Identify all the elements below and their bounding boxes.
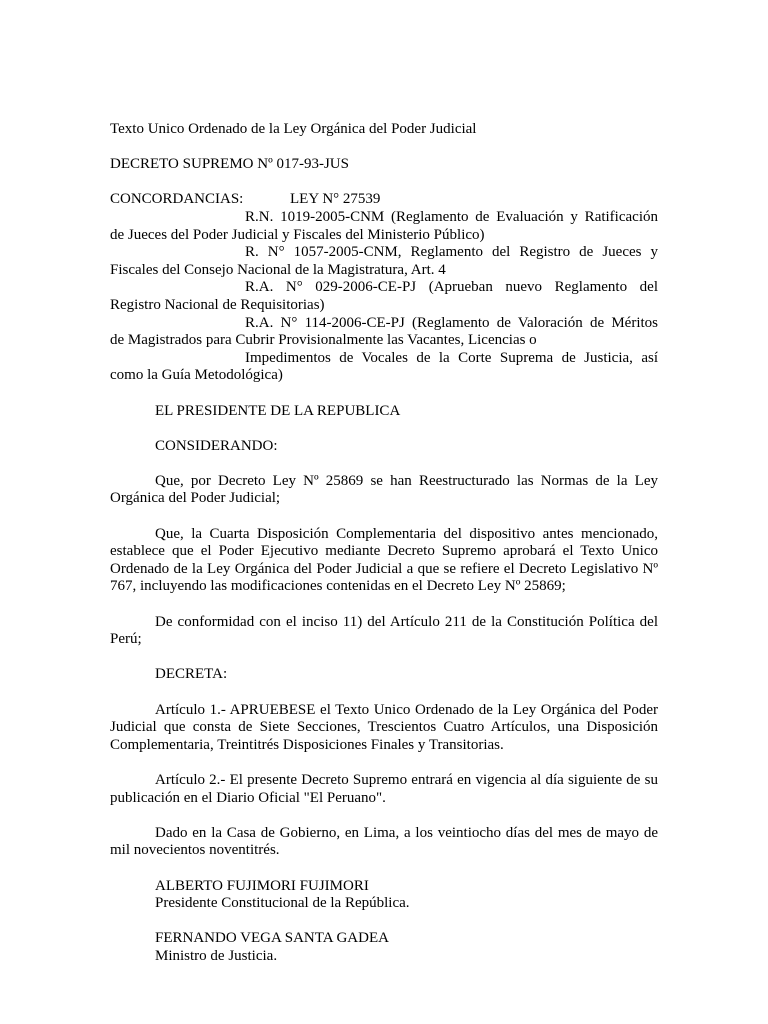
spacer bbox=[110, 385, 658, 403]
document-page bbox=[110, 121, 658, 966]
decree-number: DECRETO SUPREMO Nº 017-93-JUS bbox=[110, 156, 349, 173]
spacer bbox=[110, 649, 658, 667]
concordancia-first-line: R.A. N° 114-2006-CE-PJ (Reglamento de Valoración de Méritos bbox=[245, 314, 658, 331]
concordancias-block bbox=[110, 191, 658, 385]
signatory-name: FERNANDO VEGA SANTA GADEA bbox=[155, 930, 389, 947]
spacer bbox=[110, 684, 658, 702]
spacer bbox=[110, 420, 658, 438]
signatory bbox=[110, 878, 658, 913]
concordancia-first-line: R.A. N° 029-2006-CE-PJ (Aprueban nuevo Reglamento del bbox=[245, 279, 658, 296]
signatory bbox=[110, 930, 658, 965]
spacer bbox=[110, 860, 658, 878]
concordancias-label: CONCORDANCIAS: bbox=[110, 191, 244, 208]
concordancia-item bbox=[110, 315, 658, 350]
considerando-heading: CONSIDERANDO: bbox=[155, 437, 278, 454]
concordancia-first-line: Impedimentos de Vocales de la Corte Suprema de Justicia, así bbox=[245, 349, 658, 366]
concordancia-first-line: R. N° 1057-2005-CNM, Reglamento del Registro de Jueces y bbox=[245, 244, 658, 261]
dado-paragraph: Dado en la Casa de Gobierno, en Lima, a los veintiocho días del mes de mayo de mil novecientos noventitrés. bbox=[110, 824, 658, 859]
articulo-2: Artículo 2.- El presente Decreto Supremo entrará en vigencia al día siguiente de su publicación en el Diario Oficial "El Peruano". bbox=[110, 771, 658, 806]
considerando-paragraph-1: Que, por Decreto Ley Nº 25869 se han Reestructurado las Normas de la Ley Orgánica del Poder Judicial; bbox=[110, 472, 658, 507]
articulo-1: Artículo 1.- APRUEBESE el Texto Unico Ordenado de la Ley Orgánica del Poder Judicial que consta de Siete Secciones, Trescientos Cuatro Artículos, una Disposición Complementaria, Treintitrés Disposiciones Finales y Transitorias. bbox=[110, 701, 658, 753]
concordancia-rest: de Jueces del Poder Judicial y Fiscales del Ministerio Público) bbox=[110, 226, 485, 243]
concordancia-item bbox=[110, 209, 658, 244]
spacer bbox=[110, 596, 658, 614]
decreta-heading: DECRETA: bbox=[155, 666, 228, 683]
concordancia-rest: como la Guía Metodológica) bbox=[110, 367, 283, 384]
spacer bbox=[110, 139, 658, 157]
presidente-heading: EL PRESIDENTE DE LA REPUBLICA bbox=[155, 402, 401, 419]
signatory-name: ALBERTO FUJIMORI FUJIMORI bbox=[155, 877, 369, 894]
concordancia-rest: de Magistrados para Cubrir Provisionalmente las Vacantes, Licencias o bbox=[110, 332, 537, 349]
concordancias-first: LEY N° 27539 bbox=[290, 191, 381, 208]
signatory-title: Presidente Constitucional de la República. bbox=[155, 895, 410, 912]
spacer bbox=[110, 174, 658, 192]
concordancia-first-line: R.N. 1019-2005-CNM (Reglamento de Evaluación y Ratificación bbox=[245, 208, 658, 225]
concordancia-item bbox=[110, 279, 658, 314]
spacer bbox=[110, 807, 658, 825]
concordancia-item bbox=[110, 350, 658, 385]
concordancia-rest: Registro Nacional de Requisitorias) bbox=[110, 296, 325, 313]
document-title: Texto Unico Ordenado de la Ley Orgánica del Poder Judicial bbox=[110, 121, 477, 137]
considerando-paragraph-3: De conformidad con el inciso 11) del Artículo 211 de la Constitución Política del Perú; bbox=[110, 613, 658, 648]
signatory-title: Ministro de Justicia. bbox=[155, 947, 278, 964]
spacer bbox=[110, 455, 658, 473]
spacer bbox=[110, 754, 658, 772]
concordancias-header bbox=[110, 191, 658, 209]
spacer bbox=[110, 913, 658, 931]
concordancia-rest: Fiscales del Consejo Nacional de la Magistratura, Art. 4 bbox=[110, 261, 446, 278]
considerando-paragraph-2: Que, la Cuarta Disposición Complementaria del dispositivo antes mencionado, establece que el Poder Ejecutivo mediante Decreto Supremo aprobará el Texto Unico Ordenado de la Ley Orgánica del Poder Judicial a que se refiere el Decreto Legislativo Nº 767, incluyendo las modificaciones contenidas en el Decreto Ley Nº 25869; bbox=[110, 525, 658, 595]
spacer bbox=[110, 508, 658, 526]
concordancia-item bbox=[110, 244, 658, 279]
